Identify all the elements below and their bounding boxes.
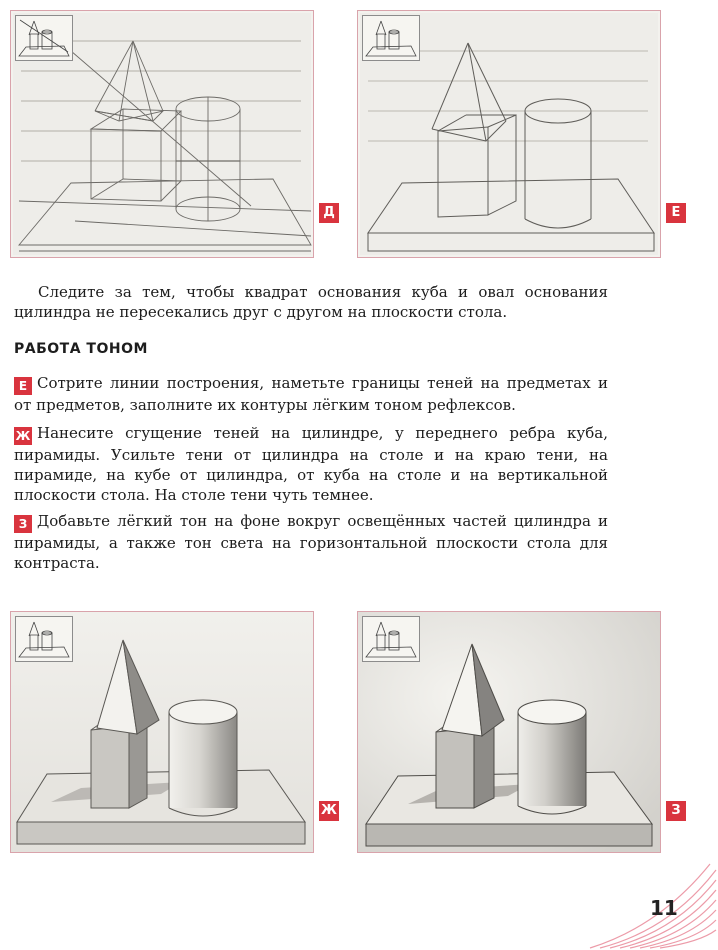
figure-d-construction <box>10 10 314 258</box>
reference-sketch-icon <box>363 617 419 661</box>
page-number: 11 <box>650 896 678 920</box>
reference-thumbnail <box>15 616 73 662</box>
step-z-paragraph <box>14 511 608 573</box>
figure-z-final <box>357 611 661 853</box>
step-z-text: Добавьте лёгкий тон на фоне вокруг освещённых частей цилиндра и пирамиды, а также тон света на горизонтальной плоскости стола для контраста. <box>14 512 608 572</box>
step-e-text: Сотрите линии построения, наметьте границы теней на предметах и от предметов, заполните их контуры лёгким тоном рефлексов. <box>14 374 608 414</box>
figure-zh-label: Ж <box>319 801 339 821</box>
section-heading: РАБОТА ТОНОМ <box>14 341 148 357</box>
intro-paragraph: Следите за тем, чтобы квадрат основания куба и овал основания цилиндра не пересекались друг с другом на плоскости стола. <box>14 283 608 321</box>
reference-sketch-icon <box>16 617 72 661</box>
step-e-marker: Е <box>14 377 32 395</box>
step-zh-text: Нанесите сгущение теней на цилиндре, у переднего ребра куба, пирамиды. Усильте тени от цилиндра на столе и на краю тени, на пирамиде, на кубе от цилиндра, от куба на столе и на вертикальной плоскости стола. На столе тени чуть темнее. <box>14 424 608 504</box>
figure-e-outline <box>357 10 661 258</box>
figure-zh-shading <box>10 611 314 853</box>
decorative-swoosh <box>560 860 718 950</box>
reference-thumbnail <box>15 15 73 61</box>
step-zh-paragraph <box>14 423 608 505</box>
figure-e-label: Е <box>666 203 686 223</box>
figure-d-label: Д <box>319 203 339 223</box>
figure-z-label: З <box>666 801 686 821</box>
step-e-paragraph <box>14 373 608 415</box>
step-zh-marker: Ж <box>15 429 31 443</box>
step-z-marker: З <box>14 515 32 533</box>
reference-thumbnail <box>362 616 420 662</box>
reference-sketch-icon <box>363 16 419 60</box>
reference-thumbnail <box>362 15 420 61</box>
reference-sketch-icon <box>16 16 72 60</box>
